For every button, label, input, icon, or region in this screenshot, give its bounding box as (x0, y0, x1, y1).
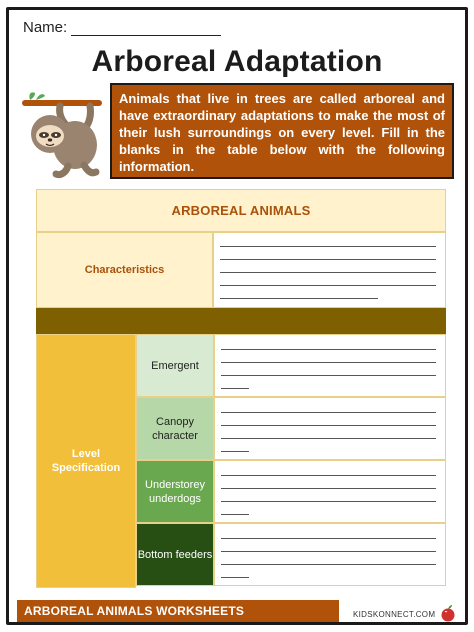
sloth-icon (20, 90, 108, 180)
characteristics-label: Characteristics (36, 232, 213, 308)
answer-line (221, 564, 436, 565)
answer-line (221, 451, 249, 452)
layer-answer-lines-1[interactable] (214, 334, 446, 397)
answer-line (221, 551, 436, 552)
answer-line (221, 475, 436, 476)
answer-line (220, 246, 436, 247)
answer-line (221, 501, 436, 502)
answer-line (221, 538, 436, 539)
answer-line (220, 285, 436, 286)
level-specification-label: Level Specification (36, 334, 136, 588)
name-field[interactable] (71, 21, 221, 36)
answer-line (221, 375, 436, 376)
layer-answer-lines-4[interactable] (214, 523, 446, 586)
worksheet-page (6, 7, 468, 625)
answer-line (221, 349, 436, 350)
page-title: Arboreal Adaptation (91, 45, 383, 78)
layer-label-1: Emergent (136, 334, 214, 397)
answer-line (221, 425, 436, 426)
answer-line (221, 388, 249, 389)
name-row (23, 19, 221, 36)
name-label: Name: (23, 19, 68, 36)
answer-line (220, 272, 436, 273)
answer-line (221, 438, 436, 439)
answer-line (221, 488, 436, 489)
brand-text: KIDSKONNECT.COM (353, 610, 436, 619)
answer-line (221, 514, 249, 515)
arboreal-table (36, 189, 446, 588)
intro-text: Animals that live in trees are called arboreal and have extraordinary adaptations to make the most of their lush surroundings on every level. Fill in the blanks in the table below with the following information. (110, 83, 454, 179)
answer-line (221, 362, 436, 363)
layer-answer-lines-2[interactable] (214, 397, 446, 460)
table-separator (36, 308, 446, 334)
layer-label-4: Bottom feeders (136, 523, 214, 586)
layer-label-2: Canopy character (136, 397, 214, 460)
characteristics-answer-lines[interactable] (213, 232, 446, 308)
answer-line (221, 577, 249, 578)
layer-label-3: Understorey underdogs (136, 460, 214, 523)
answer-line (221, 412, 436, 413)
apple-icon (439, 604, 457, 622)
layer-answer-lines-3[interactable] (214, 460, 446, 523)
table-header: ARBOREAL ANIMALS (36, 189, 446, 232)
answer-line (220, 298, 378, 299)
footer-banner: ARBOREAL ANIMALS WORKSHEETS (17, 600, 339, 622)
answer-line (220, 259, 436, 260)
